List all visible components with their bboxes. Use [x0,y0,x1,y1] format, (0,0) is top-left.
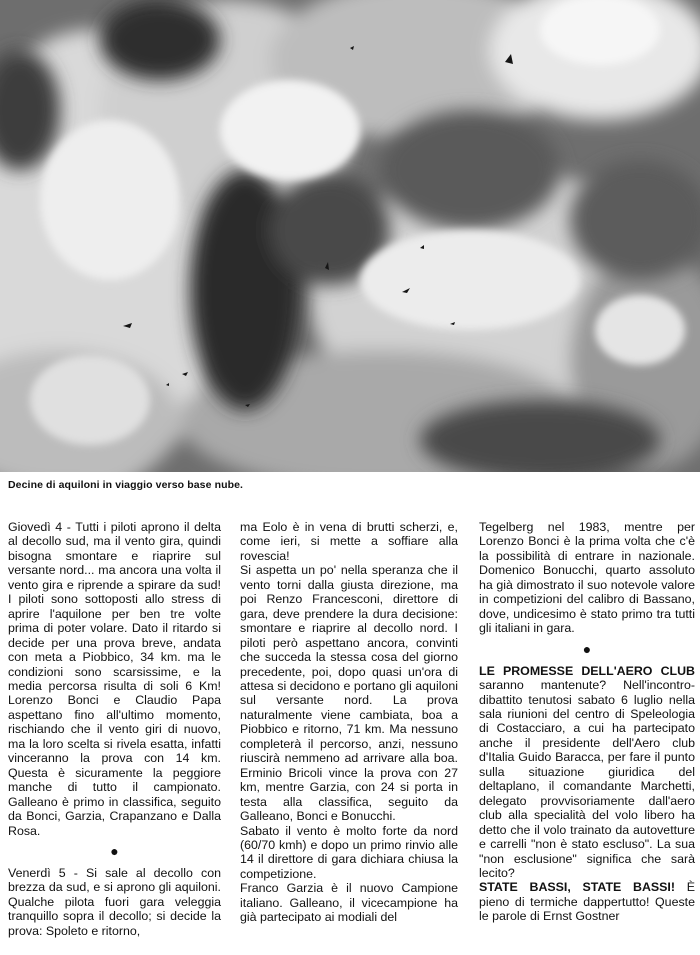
paragraph-text: saranno mantenute? Nell'incontro-dibattito tenutosi sabato 6 luglio nella sala riunioni del centro di Speleologia di Costacciaro, a cui ha partecipato anche il presidente dell'Aero club d'Italia Guido Baracca, per fare il punto sulla situazione giuridica del deltaplano, il comandante Marchetti, delegato provvisoriamente dall'aero club alla specialità del volo libero ha detto che il volo trainato da autovetture e carrelli "non è stato escluso". La sua "non esclusione" significa che sarà lecito? [479,678,695,880]
paragraph [479,880,695,923]
paragraph: ma Eolo è in vena di brutti scherzi, e, come ieri, si mette a soffiare alla rovescia! [240,520,458,563]
paragraph-text: È pieno di termiche dappertutto! Queste le parole di Ernst Gostner [479,880,695,924]
cloud-photo [0,0,700,472]
photo-caption: Decine di aquiloni in viaggio verso base nube. [8,479,244,491]
paragraph: Sabato il vento è molto forte da nord (60/70 kmh) e dopo un primo rinvio alle 14 il direttore di gara dichiara chiusa la competizione. [240,823,458,881]
paragraph [479,664,695,881]
bullet-separator: ● [582,640,592,657]
paragraph: Franco Garzia è il nuovo Campione italiano. Galleano, il vicecampione ha già partecipato ai modiali del [240,881,458,925]
paragraph: Venerdì 5 - Si sale al decollo con brezza da sud, e si aprono gli aquiloni. Qualche pilota fuori gara veleggia tranquillo sopra il decollo; si decide la prova: Spoleto e ritorno, [8,865,221,938]
bullet-separator: ● [110,842,119,859]
paragraph: Giovedì 4 - Tutti i piloti aprono il delta al decollo sud, ma il vento gira, quindi bisogna smontare e riaprire sul versante nord... ma ancora una volta il vento gira e riprende a spirare da sud! I piloti sono sottoposti allo stress di aprire l'aquilone per ben tre volte prima di poter volare. Dato il ritardo si decide per una prova breve, andata con meta a Piobbico, 34 km. ma le condizioni sono scarsissime, e la media percorsa risulta di soli 6 Km! Lorenzo Bonci e Claudio Papa aspettano fino all'ultimo momento, rischiando che il vento giri di nuovo, ma la loro scelta si rivela esatta, infatti vinceranno la prova con 14 km. Questa è sicuramente la peggiore manche di tutto il campionato. Galleano è primo in classifica, seguito da Bonci, Garzia, Crapanzano e Dalla Rosa. [8,520,221,838]
article-column-2 [240,520,458,925]
paragraph: Tegelberg nel 1983, mentre per Lorenzo Bonci è la prima volta che c'è la possibilità di entrare in nazionale. Domenico Bonucchi, quarto assoluto ha già dimostrato il suo notevole valore in competizioni del calibro di Bassano, dove, undicesimo è stato primo tra tutti gli italiani in gara. [479,520,695,636]
section-heading: STATE BASSI, STATE BASSI! [479,880,675,895]
article-column-3 [479,520,695,924]
article-column-1 [8,520,221,938]
paragraph: Si aspetta un po' nella speranza che il vento torni dalla giusta direzione, ma poi Renzo Francesconi, direttore di gara, deve prendere la dura decisione: smontare e riaprire al decollo nord. I piloti però aspettano ancora, convinti che succeda la stessa cosa del giorno precedente, poi, dopo quasi un'ora di attesa si decidono e portano gli aquiloni sul versante nord. La prova naturalmente viene cambiata, boa a Piobbico e ritorno, 71 km. Ma nessuno completerà il percorso, anzi, nessuno riuscirà nemmeno ad arrivare alla boa. Erminio Bricoli vince la prova con 27 km, mentre Garzia, con 24 si porta in testa alla classifica, seguito da Galleano, Bonci e Bonucchi. [240,563,458,824]
section-heading: LE PROMESSE DELL'AERO CLUB [479,663,695,678]
